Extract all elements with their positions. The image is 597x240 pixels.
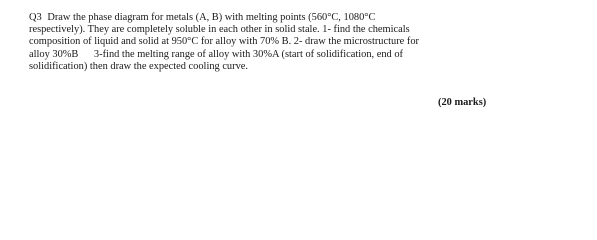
question-number: Q3 [29,12,42,23]
question-text-line-5: solidification) then draw the expected cooling curve. [29,60,248,72]
question-text-line-2: respectively). They are completely soluble in each other in solid stale. 1- find the chemicals [29,24,410,36]
question-text-line-3: composition of liquid and solid at 950°C for alloy with 70% B. 2- draw the microstructure for [29,36,419,48]
marks-label: (20 marks) [438,97,487,108]
question-block [29,12,549,73]
question-text-line-4: alloy 30%B 3-find the melting range of alloy with 30%A (start of solidification, end of [29,48,403,60]
question-text-line-1: Draw the phase diagram for metals (A, B) with melting points (560°C, 1080°C [47,12,376,23]
question-line-1 [29,12,549,24]
